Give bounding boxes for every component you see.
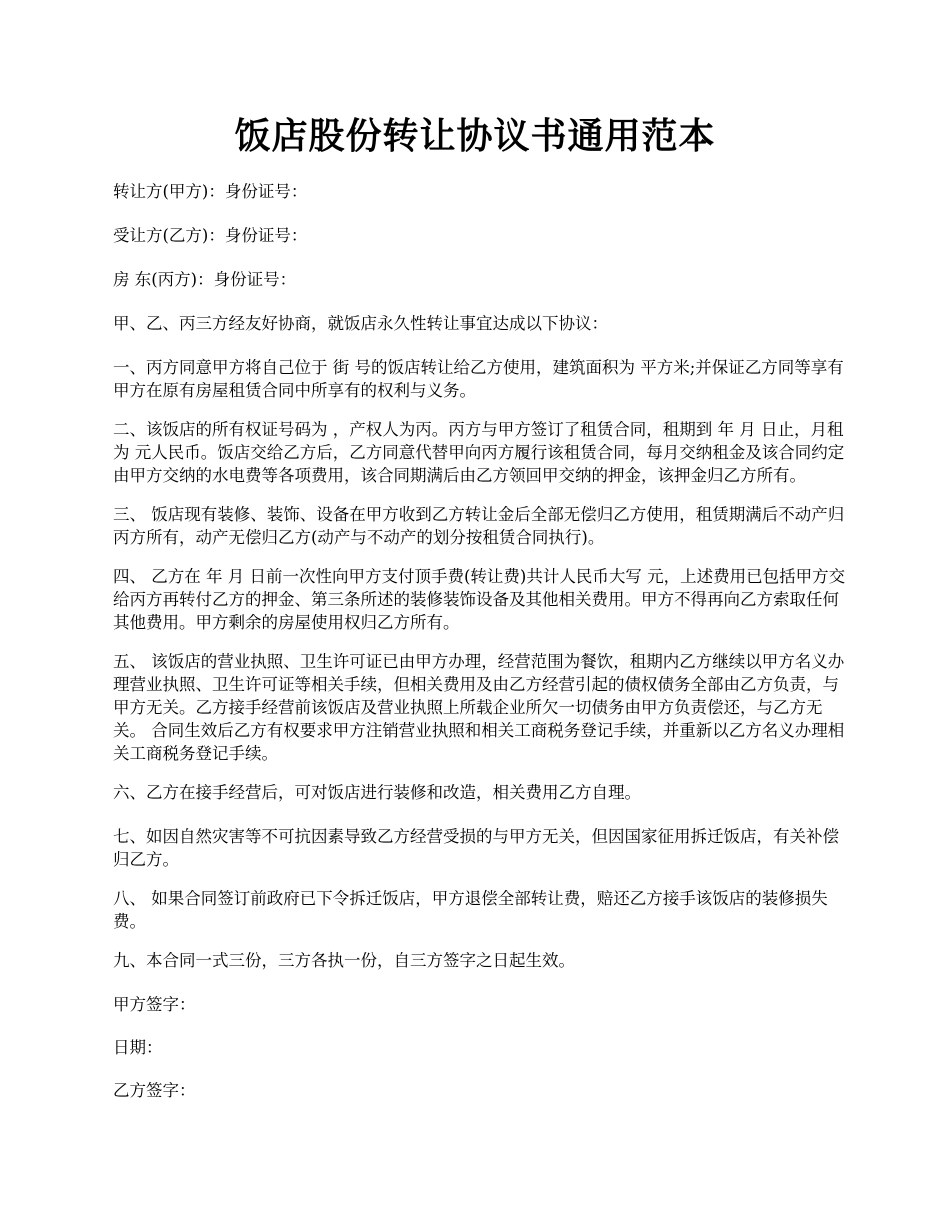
party-transferor: 转让方(甲方)：身份证号： [113, 182, 308, 201]
signature-date: 日期： [113, 1038, 163, 1057]
signature-party-b: 乙方签字： [113, 1081, 196, 1100]
clause-5: 五、 该饭店的营业执照、卫生许可证已由甲方办理，经营范围为餐饮，租期内乙方继续以甲方名义办理营业执照、卫生许可证等相关手续，但相关费用及由乙方经营引起的债权债务全部由乙方负责，与甲方无关。乙方接手经营前该饭店及营业执照上所载企业所欠一切债务由甲方负责偿还，与乙方无关。 合同生效后乙方有权要求甲方注销营业执照和相关工商税务登记手续，并重新以乙方名义办理相关工商税务登记手续。 [113, 652, 845, 763]
document-title: 饭店股份转让协议书通用范本 [234, 115, 716, 157]
signature-party-a: 甲方签字： [113, 995, 196, 1014]
document-body [113, 180, 853, 1122]
clause-8: 八、 如果合同签订前政府已下令拆迁饭店，甲方退偿全部转让费，赔还乙方接手该饭店的装修损失费。 [113, 889, 828, 931]
clause-1: 一、丙方同意甲方将自己位于 街 号的饭店转让给乙方使用，建筑面积为 平方米;并保证乙方同等享有甲方在原有房屋租赁合同中所享有的权利与义务。 [113, 358, 844, 400]
party-transferee: 受让方(乙方)：身份证号： [113, 226, 308, 245]
party-landlord: 房 东(丙方)：身份证号： [113, 270, 297, 289]
clause-4: 四、 乙方在 年 月 日前一次性向甲方支付顶手费(转让费)共计人民币大写 元，上述费用已包括甲方交给丙方再转付乙方的押金、第三条所述的装修装饰设备及其他相关费用。甲方不得再向乙方索取任何其他费用。甲方剩余的房屋使用权归乙方所有。 [113, 567, 846, 632]
clause-3: 三、 饭店现有装修、装饰、设备在甲方收到乙方转让金后全部无偿归乙方使用，租赁期满后不动产归丙方所有，动产无偿归乙方(动产与不动产的划分按租赁合同执行)。 [113, 505, 845, 547]
clause-2: 二、该饭店的所有权证号码为 ，产权人为丙。丙方与甲方签订了租赁合同，租期到 年 月 日止，月租为 元人民币。饭店交给乙方后，乙方同意代替甲向丙方履行该租赁合同，每月交纳租金及该合同约定由甲方交纳的水电费等各项费用，该合同期满后由乙方领回甲交纳的押金，该押金归乙方所有。 [113, 420, 845, 485]
agreement-intro: 甲、乙、丙三方经友好协商，就饭店永久性转让事宜达成以下协议： [113, 314, 608, 333]
clause-9: 九、本合同一式三份，三方各执一份，自三方签字之日起生效。 [113, 951, 575, 970]
clause-7: 七、如因自然灾害等不可抗因素导致乙方经营受损的与甲方无关，但因国家征用拆迁饭店，有关补偿归乙方。 [113, 827, 839, 869]
clause-6: 六、乙方在接手经营后，可对饭店进行装修和改造，相关费用乙方自理。 [113, 783, 641, 802]
